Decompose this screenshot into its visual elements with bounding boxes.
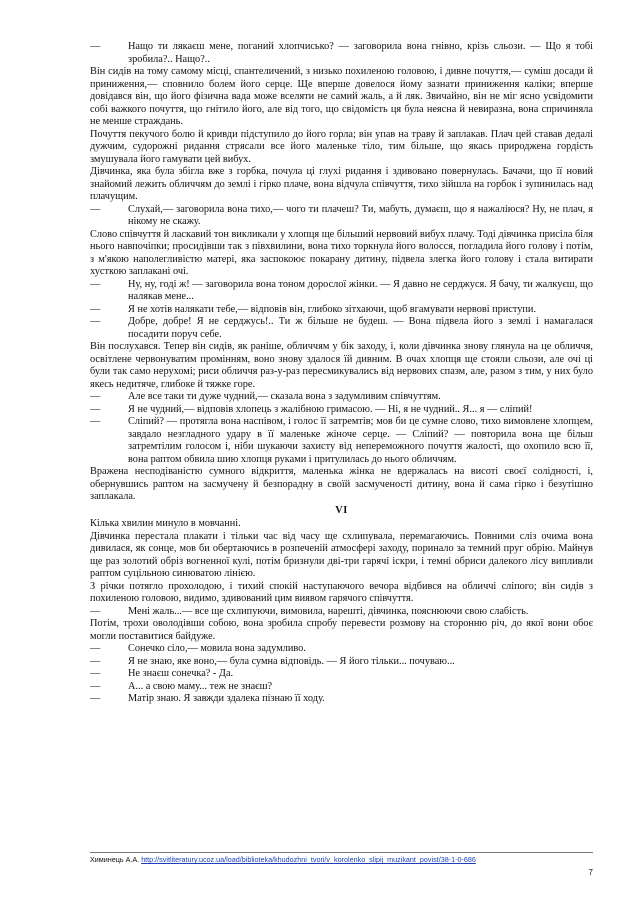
dialogue-dash: — [90, 278, 101, 290]
dialogue-text: Ну, ну, годі ж! — заговорила вона тоном дорослої жінки. — Я давно не серджуся. Я бачу, ти жалкуєш, що налякав мене... [128, 278, 593, 302]
paragraph: Кілька хвилин минуло в мовчанні. [90, 518, 241, 529]
dialogue-text: Сліпий? — протягла вона наспівом, і голос її затремтів; мов би це сумне слово, тихо вимовлене хлопцем, завдало незгладного удару в її маленьке жіноче серце. — Сліпий? — повторила вона ще більш затремтілим голосом і, ніби шукаючи захисту від непереможного почуття жалості, що охопило всю її, вона раптом обвила шию хлопця руками і притулилась до нього обличчям. [128, 416, 593, 465]
footer-divider [90, 852, 593, 853]
dialogue-line [90, 404, 593, 417]
dialogue-text: Але все таки ти дуже чудний,— сказала вона з задумливим співчуттям. [128, 391, 441, 402]
dialogue-dash: — [90, 668, 101, 679]
dialogue-dash: — [90, 316, 101, 327]
dialogue-text: Я не чудний,— відповів хлопець з жалібною гримасою. — Ні, я не чудний.. Я... я — сліпий! [128, 403, 533, 415]
dialogue-dash: — [90, 303, 101, 315]
footer-source-link[interactable]: http://svitliteratury.ucoz.ua/load/biblioteka/khudozhni_tvori/v_korolenko_slipij_muzikant_povist/38-1-0-686 [141, 855, 476, 864]
dialogue-dash: — [90, 655, 101, 667]
dialogue-line [90, 316, 593, 341]
paragraph: Вражена несподіваністю сумного відкриття, маленька жінка не вдержалась на висоті своєї солідності, і, обернувшись раптом на засмучену й безпорадну в своїй засмученості дитину, вона й сама гірко і безутішно заплакала. [90, 466, 593, 502]
dialogue-text: Слухай,— заговорила вона тихо,— чого ти плачеш? Ти, мабуть, думаєш, що я нажаліюся? Ну, не плач, я нікому не скажу. [128, 203, 593, 227]
dialogue-dash: — [90, 391, 101, 402]
dialogue-line [90, 606, 593, 619]
paragraph: Слово співчуття й ласкавий тон викликали у хлопця ще більший нервовий вибух плачу. Тоді дівчинка присіла біля нього навпочіпки; просидівши так з півхвилини, вона тихо торкнула його волосся, погладила його голову і потім, з м'якою наполегливістю матері, яка заспокоює покарану дитину, підвела злегка його голову і стала витирати хусткою заплакані очі. [90, 228, 593, 277]
document-body [90, 41, 593, 706]
dialogue-line [90, 204, 593, 229]
footer-author: Химинець А.А. [90, 855, 140, 864]
dialogue-text: Нащо ти лякаєш мене, поганий хлопчисько? — заговорила вона гнівно, крізь сльози. — Що я тобі зробила?.. Нащо?.. [128, 41, 593, 65]
dialogue-text: Я не хотів налякати тебе,— відповів він, глибоко зітхаючи, щоб вгамувати нервові приступи. [128, 303, 537, 315]
dialogue-line [90, 668, 593, 681]
dialogue-text: Не знаєш сонечка? - Да. [128, 668, 234, 679]
dialogue-dash: — [90, 403, 101, 415]
dialogue-dash: — [90, 203, 101, 215]
dialogue-line [90, 643, 593, 656]
dialogue-line [90, 304, 593, 317]
dialogue-dash: — [90, 680, 101, 692]
dialogue-line [90, 416, 593, 466]
paragraph: З річки потягло прохолодою, і тихий спокій наступаючого вечора відбився на обличчі сліпого; він сидів з похиленою головою, видимо, здивований цим виявом гарячого співчуття. [90, 580, 593, 604]
dialogue-line [90, 391, 593, 404]
paragraph: Дівчинка перестала плакати і тільки час від часу ще схлипувала, перемагаючись. Повними сліз очима вона дивилася, як сонце, мов би обертаючись в розпеченій атмосфері заходу, поринало за темний пруг обрію. Майнув ще раз золотий обріз вогненної кулі, потім бризнули дві-три гарячі іскри, і темні обриси далекого лісу випливли раптом суцільною синюватою лінією. [90, 530, 593, 579]
dialogue-text: Добре, добре! Я не серджусь!.. Ти ж більше не будеш. — Вона підвела його з землі і намагалася посадити поруч себе. [128, 316, 593, 340]
dialogue-line [90, 279, 593, 304]
dialogue-text: Мені жаль...— все ще схлипуючи, вимовила, нарешті, дівчинка, пояснюючи свою слабість. [128, 605, 529, 617]
chapter-heading: VI [335, 504, 348, 516]
paragraph: Потім, трохи оволодівши собою, вона зробила спробу перевести розмову на сторонню річ, до якої вони обоє могли поставитися байдуже. [90, 618, 593, 642]
paragraph: Він послухався. Тепер він сидів, як раніше, обличчям у бік заходу, і, коли дівчинка знову глянула на це обличчя, освітлене червонуватим промінням, воно знову здалося їй дивним. В очах хлопця ще стояли сльози, але очі ці були так само нерухомі; риси обличчя раз-у-раз пересмикувались від нервових спазм, але, разом з тим, у них було якесь недитяче, глибоке й тяжке горе. [90, 341, 593, 390]
dialogue-dash: — [90, 416, 101, 427]
paragraph: Дівчинка, яка була збігла вже з горбка, почула ці глухі ридання і здивовано повернулась. Бачачи, що її новий знайомий лежить обличчям до землі і гірко плаче, вона відчула співчуття, тихо зійшла на горбок і зупинилась над плачущим. [90, 166, 593, 202]
dialogue-text: А... а свою маму... теж не знаєш? [128, 680, 273, 692]
paragraph: Почуття пекучого болю й кривди підступило до його горла; він упав на траву й заплакав. Плач цей ставав дедалі дужчим, судорожні ридання стрясали все його маленьке тіло, тим більше, що якась природжена гордість змушувала його гамувати цей вибух. [90, 128, 593, 165]
dialogue-text: Я не знаю, яке воно,— була сумна відповідь. — Я його тільки... почуваю... [128, 655, 455, 667]
dialogue-dash: — [90, 693, 101, 704]
dialogue-line [90, 681, 593, 694]
page-number: 7 [588, 868, 593, 877]
dialogue-dash: — [90, 643, 101, 654]
dialogue-text: Сонечко сіло,— мовила вона задумливо. [128, 643, 306, 654]
dialogue-line [90, 693, 593, 706]
paragraph: Він сидів на тому самому місці, спантеличений, з низько похиленою головою, і дивне почуття,— суміш досади й приниження,— сповнило болем його серце. Ще вперше довелося йому зазнати приниження каліки; вперше довідався він, що його фізична вада може вселяти не самий жаль, а й ляк. Звичайно, він не міг ясно усвідомити собі важкого почуття, що гнітило його, але від того, що свідомість ця була неясна й невиразна, вона спричиняла не менше страждань. [90, 66, 593, 127]
dialogue-line [90, 41, 593, 66]
footer [90, 855, 593, 865]
dialogue-line [90, 656, 593, 669]
dialogue-dash: — [90, 41, 101, 52]
dialogue-text: Матір знаю. Я завжди здалека пізнаю її ходу. [128, 693, 325, 704]
dialogue-dash: — [90, 605, 101, 617]
